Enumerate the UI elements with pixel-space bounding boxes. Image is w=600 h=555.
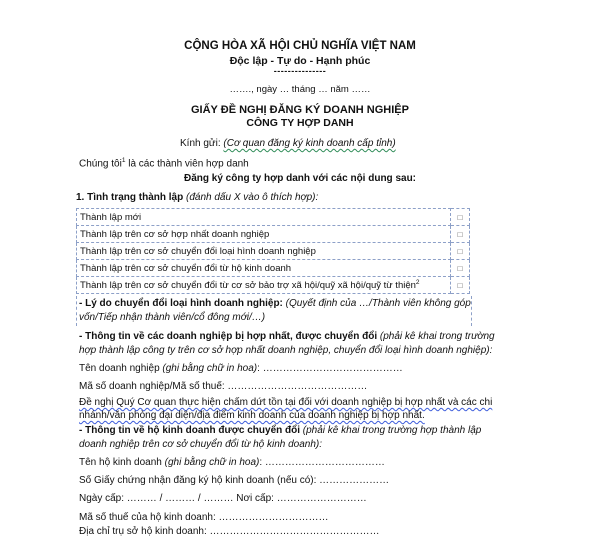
household-name-dots: : ………………………………: [259, 457, 385, 468]
register-line: Đăng ký công ty hợp danh với các nội dung sau:: [183, 173, 417, 184]
national-title: CỘNG HÒA XÃ HỘI CHỦ NGHĨA VIỆT NAM: [184, 40, 416, 52]
household-cert-line: Số Giấy chứng nhận đăng ký hộ kinh doanh (nếu có): …………………: [79, 475, 390, 486]
household-name-line: [79, 456, 385, 470]
household-name-hint: (ghi bằng chữ in hoa): [161, 457, 260, 468]
motto: Độc lập - Tự do - Hạnh phúc: [229, 55, 371, 67]
merged-name-dots: : ……………………………………: [257, 363, 403, 374]
household-note-1: (phải kê khai trong trường hợp thành lập: [300, 425, 482, 436]
recipient-label: Kính gửi:: [180, 138, 221, 149]
recipient-value: (Cơ quan đăng ký kinh doanh cấp tỉnh): [223, 138, 396, 149]
separator: ---------------: [273, 66, 327, 76]
table-row[interactable]: [77, 209, 470, 226]
merged-note-1: (phải kê khai trong trường: [377, 331, 495, 342]
footnote-2: 2: [415, 278, 420, 286]
form-subtitle: CÔNG TY HỢP DANH: [246, 117, 354, 129]
section1-heading-bold: 1. Tình trạng thành lập: [76, 192, 184, 203]
option-label: Thành lập mới: [77, 209, 451, 226]
household-note-2: doanh nghiệp trên cơ sở chuyển đổi từ hộ kinh doanh):: [79, 439, 323, 450]
intro-post: là các thành viên hợp danh: [125, 158, 249, 170]
form-title: GIẤY ĐỀ NGHỊ ĐĂNG KÝ DOANH NGHIỆP: [191, 104, 409, 116]
reason-note-2: vốn/Tiếp nhận thành viên/cổ đông mới/…): [79, 312, 266, 323]
status-options-table: [76, 208, 470, 294]
merged-heading-line-1: [79, 330, 495, 344]
footnote-1: 1: [121, 157, 126, 164]
merged-request-1: Đề nghị Quý Cơ quan thực hiện chấm dứt tồn tại đối với doanh nghiệp bị hợp nhất và các chi: [79, 397, 493, 408]
household-name-label: Tên hộ kinh doanh: [79, 457, 162, 468]
section1-heading-note: (đánh dấu X vào ô thích hợp):: [183, 192, 319, 203]
table-row[interactable]: [77, 260, 470, 277]
recipient-line: [180, 137, 480, 151]
merged-name-label: Tên doanh nghiệp: [79, 363, 160, 374]
checkbox[interactable]: □: [451, 260, 470, 277]
household-tax-line: Mã số thuế của hộ kinh doanh: ……………………………: [79, 512, 329, 523]
merged-name-hint: (ghi bằng chữ in hoa): [159, 363, 258, 374]
table-row[interactable]: [77, 226, 470, 243]
table-row[interactable]: [77, 277, 470, 294]
merged-note-2: hợp thành lập công ty trên cơ sở hợp nhất doanh nghiệp, chuyển đổi loại hình doanh nghiệp):: [79, 345, 493, 356]
merged-name-line: [79, 362, 403, 376]
merged-code-line: Mã số doanh nghiệp/Mã số thuế: ……………………………………: [79, 381, 368, 392]
merged-heading: - Thông tin về các doanh nghiệp bị hợp nhất, được chuyển đổi: [79, 331, 378, 342]
reason-line-1: [79, 297, 471, 311]
date-line: ……., ngày … tháng … năm ……: [229, 84, 371, 95]
household-address-line: Địa chỉ trụ sở hộ kinh doanh: ……………………………………………: [79, 526, 380, 537]
merged-request-2: nhánh/văn phòng đại diện/địa điểm kinh doanh của doanh nghiệp bị hợp nhất.: [79, 410, 425, 421]
household-heading-line-1: [79, 424, 481, 438]
table-row[interactable]: [77, 243, 470, 260]
household-date-line: Ngày cấp: ……… / ……… / ……… Nơi cấp: ………………………: [79, 493, 367, 504]
checkbox[interactable]: □: [451, 226, 470, 243]
option-label: Thành lập trên cơ sở chuyển đổi loại hình doanh nghiệp: [77, 243, 451, 260]
option-label: Thành lập trên cơ sở chuyển đổi từ hộ kinh doanh: [77, 260, 451, 277]
intro-line: [79, 154, 249, 171]
checkbox[interactable]: □: [451, 243, 470, 260]
option-label: [77, 277, 451, 294]
checkbox[interactable]: □: [451, 277, 470, 294]
reason-label: - Lý do chuyển đổi loại hình doanh nghiệp:: [79, 298, 283, 309]
household-heading: - Thông tin về hộ kinh doanh được chuyển đổi: [79, 425, 301, 436]
checkbox[interactable]: □: [451, 209, 470, 226]
intro-pre: Chúng tôi: [79, 158, 122, 170]
option-label: Thành lập trên cơ sở hợp nhất doanh nghiệp: [77, 226, 451, 243]
reason-note-1: (Quyết định của …/Thành viên không góp: [282, 298, 471, 309]
option-label-text: Thành lập trên cơ sở chuyển đổi từ cơ sở bảo trợ xã hội/quỹ xã hội/quỹ từ thiện: [80, 280, 416, 292]
section1-heading: [76, 191, 318, 205]
